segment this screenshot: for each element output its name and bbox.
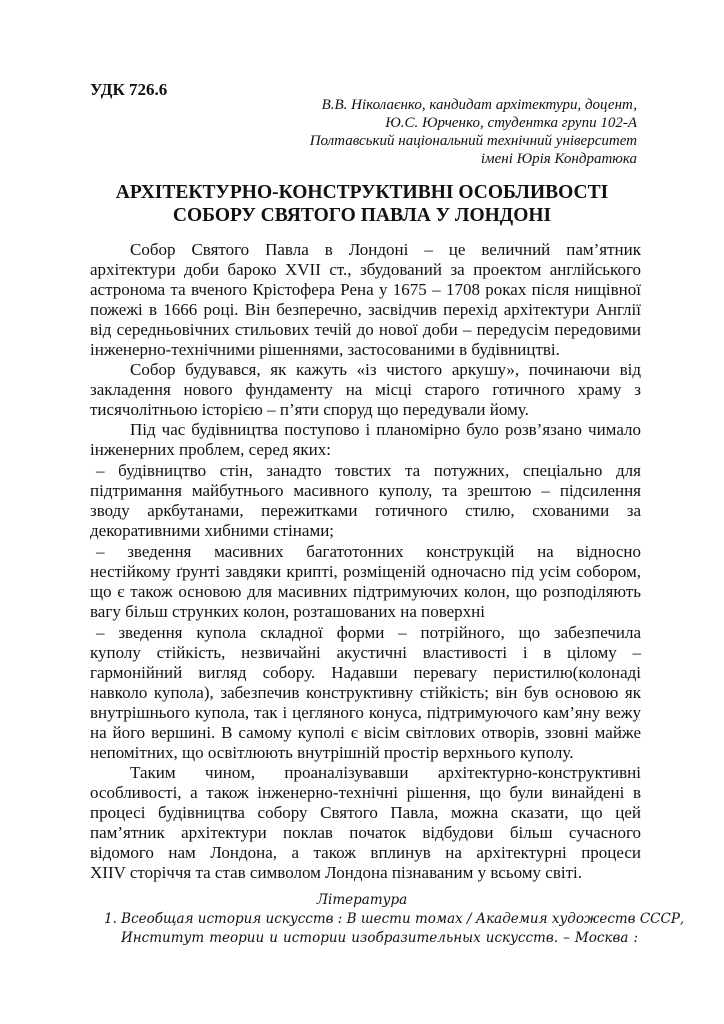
text-line: інженерних проблем, серед яких: <box>90 440 332 459</box>
text-line: закладення нового фундаменту на місці старого готичного храму з <box>90 380 641 399</box>
text-line: зводу аркбутанами, пережитками готичного стилю, схованими за <box>90 501 641 520</box>
reference-item <box>104 910 685 948</box>
text-line: що є також основою для масивних підтримуючих колон, що розподіляють <box>90 582 641 601</box>
reference-line: Институт теории и истории изобразительных искусств. – Москва : <box>121 930 638 946</box>
paragraph <box>90 360 641 420</box>
text-line: XIIV сторіччя та став символом Лондона пізнаваним у всьому світі. <box>90 863 582 882</box>
text-line: – будівництво стін, занадто товстих та потужних, спеціально для <box>96 461 641 480</box>
title-line: СОБОРУ СВЯТОГО ПАВЛА У ЛОНДОНІ <box>172 205 552 226</box>
text-line: інженерно-технічними рішеннями, застосованими в будівництві. <box>90 340 560 359</box>
paragraph <box>90 240 641 360</box>
text-line: пам’ятник архітектури поклав початок відбудови більш сучасного <box>90 823 641 842</box>
text-line: – зведення купола складної форми – потрійного, що забезпечила <box>96 623 641 642</box>
udc-code: УДК 726.6 <box>90 80 168 99</box>
text-line: Собор Святого Павла в Лондоні – це величний пам’ятник <box>130 240 641 259</box>
text-line: підтримання майбутнього масивного куполу, та зрештою – підсилення <box>90 481 641 500</box>
text-line: – зведення масивних багатотонних конструкцій на відносно <box>96 542 641 561</box>
text-line: Під час будівництва поступово і планомірно було розв’язано чимало <box>130 420 641 439</box>
text-line: Таким чином, проаналізувавши архітектурно-конструктивні <box>130 763 641 782</box>
text-line: астронома та вченого Крістофера Рена у 1675 – 1708 роках після нищівної <box>90 280 641 299</box>
reference-line: 1. Всеобщая история искусств : В шести томах / Академия художеств СССР, <box>104 911 685 927</box>
list-item <box>90 623 641 763</box>
list-item <box>90 542 641 622</box>
text-line: пожежі в 1666 році. Він безперечно, засвідчив перехід архітектури Англії <box>90 300 641 319</box>
text-line: внутрішнього купола, так і цегляного конуса, підтримуючого кам’яну вежу <box>90 703 641 722</box>
references-heading: Література <box>316 892 408 908</box>
article-body <box>90 240 641 883</box>
affiliation-line: імені Юрія Кондратюка <box>480 151 637 167</box>
text-line: непомітних, що освітлюють внутрішній простір верхнього куполу. <box>90 743 574 762</box>
author-line: Ю.С. Юрченко, студентка групи 102-А <box>385 115 637 131</box>
text-line: від середньовічних стильових течій до нової доби – передусім передовими <box>90 320 641 339</box>
affiliation-line: Полтавський національний технічний університет <box>309 133 637 149</box>
text-line: відомого нам Лондона, а також вплинув на архітектурні процеси <box>90 843 641 862</box>
paragraph <box>90 763 641 883</box>
text-line: процесі будівництва собору Святого Павла, можна сказати, що цей <box>90 803 641 822</box>
text-line: тисячолітньою історією – п’яти споруд що передували йому. <box>90 400 529 419</box>
text-line: архітектури доби бароко XVII ст., збудований за проектом англійського <box>90 260 641 279</box>
text-line: декоративними хибними стінами; <box>90 521 335 540</box>
text-line: Собор будувався, як кажуть «із чистого аркушу», починаючи від <box>130 360 641 379</box>
text-line: вагу більш струнких колон, розташованих на поверхні <box>90 602 486 621</box>
text-line: на його вершині. В самому куполі є вісім світлових отворів, ззовні майже <box>90 723 641 742</box>
text-line: особливості, а також інженерно-технічні рішення, що були винайдені в <box>90 783 641 802</box>
references-section <box>0 891 724 948</box>
author-line: В.В. Ніколаєнко, кандидат архітектури, доцент, <box>321 97 637 113</box>
text-line: гармонійний вигляд собору. Надавши перевагу перистилю(колонаді <box>90 663 641 682</box>
title-line: АРХІТЕКТУРНО-КОНСТРУКТИВНІ ОСОБЛИВОСТІ <box>115 182 609 203</box>
text-line: куполу стійкість, незвичайні акустичні властивості і в цілому – <box>90 643 641 662</box>
text-line: нестійкому ґрунті завдяки крипті, розміщеній одночасно під усім собором, <box>90 562 641 581</box>
text-line: навколо купола), забезпечив конструктивну стійкість; він був основою як <box>90 683 641 702</box>
paragraph <box>90 420 641 460</box>
list-item <box>90 461 641 541</box>
article-title <box>0 181 724 227</box>
author-block <box>310 96 637 168</box>
